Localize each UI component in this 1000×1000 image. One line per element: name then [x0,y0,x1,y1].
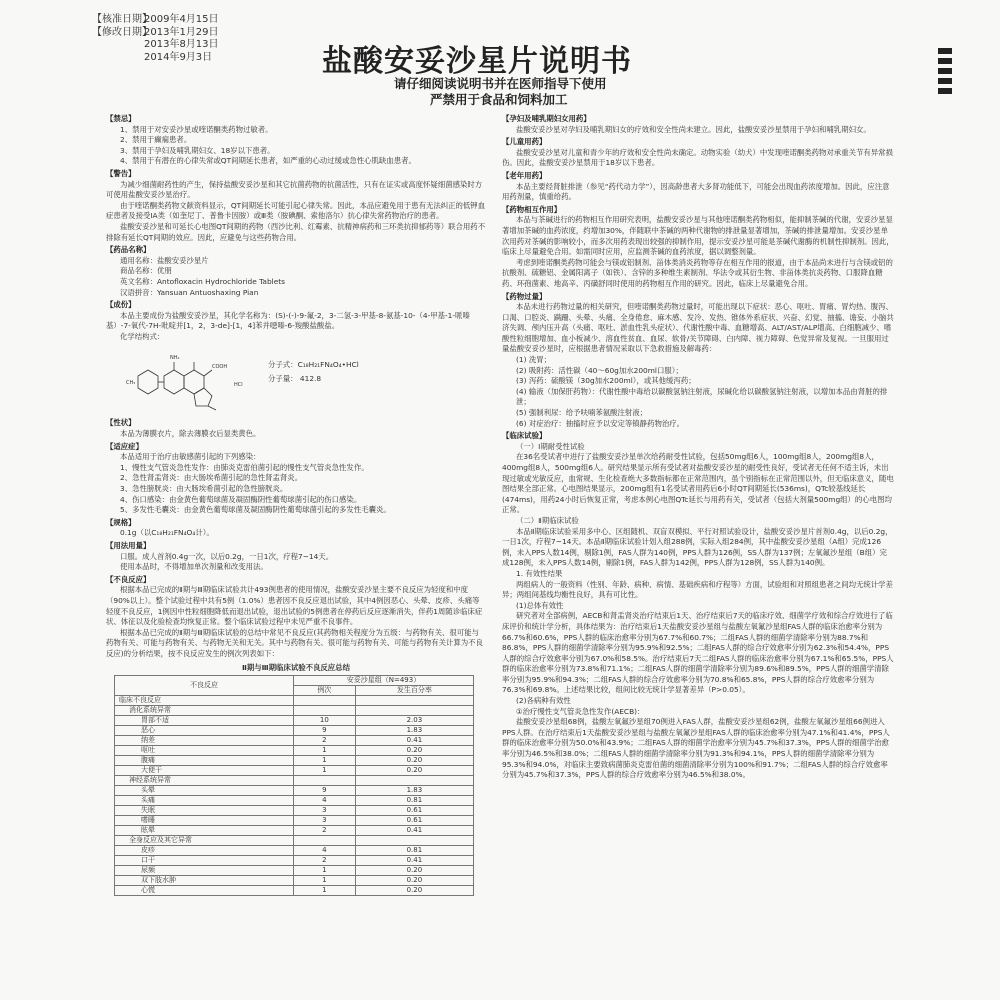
case-count-cell: 4 [293,846,355,856]
reaction-name-cell: 尿频 [115,866,294,876]
table-title: Ⅱ期与Ⅲ期临床试验不良反应总结 [242,662,350,672]
paragraph: 本品与茶碱进行的药物相互作用研究表明，盐酸安妥沙星与其他喹诺酮类药物相似，能抑制茶碱的代谢，安妥沙星显著增加茶碱的血药浓度，约增加30%，伴随联中茶碱的两种代谢物的排泄量显著增加，茶碱的排泄量增加。安妥沙星单次用药对茶碱的影响较小，而多次用药表现出较强的抑制作用，提示安妥沙星可能是茶碱代谢酶的机制性抑制剂。因此，临床上尽量避免合用。如需同时应用，应监测茶碱的血药浓度，据以调整剂量。 [502,215,894,257]
molecular-weight: 分子量： 412.8 [268,374,322,384]
list-item: (4) 输液（加保肝药物）：代谢性酸中毒给以碳酸氢钠注射液，尿碱化给以碳酸氢钠注射液，以增加本品由肾脏的排泄； [516,386,888,407]
reaction-name-cell: 头晕 [115,786,294,796]
cooh-label: COOH [212,364,228,371]
list-item: 3、禁用于孕妇及哺乳期妇女、18岁以下患者。 [120,145,275,155]
section-heading: 【成份】 [106,300,136,310]
case-count-cell: 1 [293,746,355,756]
percentage-cell: 1.83 [355,786,473,796]
percentage-cell [355,706,473,716]
table-header-cell: 发生百分率 [355,686,473,696]
section-heading: 【孕妇及哺乳期妇女用药】 [502,114,591,123]
list-item: 5、多发性毛囊炎：由金黄色葡萄球菌及凝固酶阴性葡萄球菌引起的多发性毛囊炎。 [120,505,391,515]
structure-label: 化学结构式： [120,331,165,341]
case-count-cell: 2 [293,736,355,746]
table-row [115,696,474,706]
subsection-heading: (1)总体有效性 [516,600,564,610]
molecular-formula: 分子式：C₁₈H₂₁FN₄O₄•HCl [268,360,359,370]
paragraph: 盐酸安妥沙星对孕妇及哺乳期妇女的疗效和安全性尚未建立。因此，盐酸安妥沙星禁用于孕妇和哺乳期妇女。 [516,124,871,134]
date-value: 2014年9月3日 [144,51,213,63]
right-column [502,112,894,781]
percentage-cell: 0.81 [355,846,473,856]
table-row [115,856,474,866]
table-row [115,766,474,776]
reaction-name-cell: 失眠 [115,806,294,816]
list-item: (2) 吸附药：活性碳（40～60g加水200ml口服）； [516,365,683,375]
reaction-name-cell: 口干 [115,856,294,866]
section-heading: 【性状】 [106,418,136,428]
paragraph: 由于喹诺酮类药物文献资料显示，QT间期延长可能引起心律失常。因此，本品应避免用于患有无法纠正的低钾血症患者及接受IA类（如奎尼丁、普鲁卡因胺）或Ⅲ类（胺碘酮、索他洛尔）抗心律失常药物治疗的患者。 [106,200,486,221]
reaction-name-cell: 皮疹 [115,846,294,856]
paragraph: 0.1g（以C₁₈H₂₁FN₄O₄计）。 [120,528,214,538]
section-heading: 【老年用药】 [502,170,547,180]
section-heading: 【不良反应】 [106,574,151,584]
case-count-cell: 1 [293,756,355,766]
paragraph: 考虑到喹诺酮类药物可能会与镁或铝制剂、甾体类消炎药物等存在相互作用的报道，由于本品尚未进行与含镁或铝的抗酸剂、硫糖铝、金属阳离子（如铁）、含锌的多种维生素制剂、华法令或其衍生物、非甾体类抗炎药物、口服降血糖药、环孢菌素、地高辛、丙磺舒同时使用的药物相互作用的研究。因此，临床上尽量避免合用。 [502,257,893,288]
nh2-label: NH₂ [170,355,180,362]
percentage-cell: 0.20 [355,886,473,896]
paragraph: 本品为薄膜衣片，除去薄膜衣后显类黄色。 [120,429,261,439]
date-label: 【核准日期】 [92,14,152,25]
table-row [115,756,474,766]
reaction-name-cell: 全身反应及其它异常 [115,836,294,846]
paragraph: 盐酸安妥沙星对儿童和青少年的疗效和安全性尚未确定。动物实验（幼犬）中发现喹诺酮类药物对承重关节有异常损伤。因此，盐酸安妥沙星禁用于18岁以下患者。 [502,147,893,168]
formula-block [268,358,359,386]
section-heading: 【规格】 [106,517,136,527]
percentage-cell [355,696,473,706]
chemical-structure [106,346,486,414]
percentage-cell: 0.20 [355,766,473,776]
case-count-cell [293,706,355,716]
paragraph: 本品Ⅱ期临床试验采用多中心、区组随机、双盲双模拟、平行对照试验设计，盐酸安妥沙星片首剂0.4g，以后0.2g，一日1次，疗程7~14天。本品Ⅱ期临床试验计划入组288例，实际入组284例，其中盐酸安妥沙星组（A组）完成126例，未入PPS人数14例，剔除1例，FAS人群为140例，PPS人群为126例，SS人群为137例；左氧氟沙星组（B组）完成128例，未入PPS人数14例，剔除1例，FAS人群为142例，PPS人群为128例，SS人群为140例。 [502,526,893,568]
table-row [115,736,474,746]
paragraph: 本品未进行药物过量的相关研究，但喹诺酮类药物过量时，可能出现以下症状：恶心、呕吐、胃痛、胃灼热、腹泻、口渴、口腔炎、蹒跚、头晕、头痛、全身倦怠、麻木感、发冷、发热、锥体外系症状、兴奋、幻觉、抽搐、谵妄、小脑共济失调、颅内压升高（头痛、呕吐、淤血性乳头症状）、代谢性酸中毒、血糖增高、ALT/AST/ALP增高、白细胞减少、嗜酸性粒细胞增加、血小板减少、溶血性贫血、血尿、软骨/关节障碍、白内障、视力障碍、色觉异常及复视。一旦服用过量盐酸安妥沙星时，应根据患者情况采取以下急救措施及解毒药： [502,302,894,354]
list-item: 通用名称：盐酸安妥沙星片 [120,255,209,265]
list-item: 汉语拼音：Yansuan Antuoshaxing Pian [120,287,259,297]
table-row [115,866,474,876]
percentage-cell: 0.20 [355,866,473,876]
subsection-heading: ①治疗慢性支气管炎急性发作(AECB)： [516,706,645,716]
list-item: (1) 洗胃； [516,355,551,365]
edge-marker-icon [938,48,952,98]
list-item: (6) 对症治疗：抽搐时应予以安定等镇静药物治疗。 [516,418,685,428]
list-item: 4、伤口感染：由金黄色葡萄球菌及凝固酶阴性葡萄球菌引起的伤口感染。 [120,494,362,504]
table-header-cell: 不良反应 [115,676,294,696]
section-heading: 【警告】 [106,168,136,178]
table-row [115,876,474,886]
reaction-name-cell: 头痛 [115,796,294,806]
table-row [115,836,474,846]
paragraph: 在36名受试者中进行了盐酸安妥沙星单次给药耐受性试验，包括50mg组6人，100mg组8人，200mg组8人，400mg组8人，500mg组6人。研究结果显示所有受试者对盐酸安妥沙星的耐受性良好，受试者无任何不适主诉，未出现过敏或光敏反应，血常规、生化检查绝大多数指标都在正常范围内，虽个别指标在正常范围以外，但无临床意义，随电图结果全部正常。心电图结果显示，200mg组有1名受试者用药后6小时QT间期延长(536ms)，QTc较基线延长(474ms)，用药24小时后恢复正常，考虑本例心电图QTc延长与用药有关，受试者（包括大剂量500mg组）的心电图均正常。 [502,452,894,515]
reaction-name-cell: 消化系统异常 [115,706,294,716]
subsection-heading: （一）Ⅰ期耐受性试验 [516,441,585,451]
section-heading: 【禁忌】 [106,114,136,123]
list-item: 商品名称：优朋 [120,266,172,276]
percentage-cell: 0.41 [355,856,473,866]
list-item: 1、禁用于对安妥沙星或喹诺酮类药物过敏者。 [120,124,273,134]
date-value: 2013年1月29日 [144,26,219,38]
case-count-cell: 1 [293,886,355,896]
date-value: 2009年4月15日 [144,14,219,25]
date-label: 【修改日期】 [92,26,152,38]
case-count-cell [293,776,355,786]
case-count-cell [293,836,355,846]
subsection-heading: （二）Ⅱ期临床试验 [516,515,579,525]
section-heading: 【临床试验】 [502,431,547,441]
reaction-name-cell: 纳差 [115,736,294,746]
page-title: 盐酸安妥沙星片说明书 [322,44,632,79]
paragraph: 研究者对全部病例，AECB和肾盂肾炎治疗结束后1天、治疗结束后7天的临床疗效、细菌学疗效和综合疗效进行了临床评价和统计学分析，具体结果为：治疗结束后1天盐酸安妥沙星组与盐酸左氧氟沙星组FAS人群的临床治愈率分别为66.7%和60.6%，PPS人群的临床治愈率分别为67.7%和60.7%；二组FAS人群的细菌学清除率分别为88.7%和86.8%，PPS人群的细菌学清除率分别为95.9%和92.5%；二组FAS人群的综合疗效愈率分别为62.3%和54.4%，PPS人群的综合疗效愈率分别为67.0%和58.5%。治疗结束后7天二组FAS人群的临床治愈率分别为67.1%和65.5%，PPS人群的临床治愈率分别为73.8%和71.1%；二组FAS人群的细菌学清除率分别为89.6%和89.5%，PPS人群的细菌学清除率分别为95.9%和94.3%；二组FAS人群的综合疗效愈率分别为70.8%和65.8%，PPS人群的综合疗效愈率分别为76.3%和69.8%。上述结果比较，组间比较无统计学显著差异（P>0.05）。 [502,611,894,695]
list-item: 英文名称：Antofloxacin Hydrochloride Tablets [120,276,285,286]
case-count-cell: 1 [293,876,355,886]
reaction-name-cell: 嗜睡 [115,816,294,826]
reaction-name-cell: 临床不良反应 [115,696,294,706]
case-count-cell: 2 [293,856,355,866]
adverse-reaction-table [114,675,474,896]
percentage-cell: 0.61 [355,816,473,826]
list-item: 1、慢性支气管炎急性发作：由肺炎克雷伯菌引起的慢性支气管炎急性发作。 [120,462,369,472]
section-heading: 【药物相互作用】 [502,204,562,214]
subsection-heading: (2)各病种有效性 [516,696,571,706]
reaction-name-cell: 双下肢水肿 [115,876,294,886]
case-count-cell: 9 [293,786,355,796]
ch3-label: CH₃ [126,380,136,387]
percentage-cell: 0.20 [355,876,473,886]
list-item: (5) 强制利尿：给予呋喃苯氨酸注射液； [516,408,648,418]
table-row [115,746,474,756]
case-count-cell: 1 [293,866,355,876]
reaction-name-cell: 大便干 [115,766,294,776]
list-item: (3) 泻药：硫酸镁（30g加水200ml），或其他缓泻药； [516,376,696,386]
date-value: 2013年8月13日 [144,39,219,50]
subsection-heading: 1. 有效性结果 [516,568,563,578]
case-count-cell: 9 [293,726,355,736]
table-row [115,886,474,896]
table-row [115,786,474,796]
section-heading: 【用法用量】 [106,541,151,550]
paragraph: 使用本品时，不得增加单次剂量和改变用法。 [120,562,268,572]
case-count-cell: 1 [293,766,355,776]
paragraph: 盐酸安妥沙星组68例，盐酸左氧氟沙星组70例进入FAS人群，盐酸安妥沙星组62例，盐酸左氧氟沙星组66例进入PPS人群。在治疗结束后1天盐酸安妥沙星组与盐酸左氧氟沙星组FAS人群的临床治愈率分别为47.1%和41.4%，PPS人群的临床治愈率分别为50.0%和43.9%；二组FAS人群的细菌学治愈率分别为45.7%和37.3%，PPS人群的细菌学治愈率分别为46.5%和38.0%；二组FAS人群的细菌学清除率分别为91.3%和94.1%，PPS人群的细菌学清除率分别为95.3%和94.0%，对临床主要致病菌肺炎克雷伯菌的细菌清除率分别为100%和91.7%；二组FAS人群的综合疗效愈率分别为45.7%和37.3%，PPS人群的综合疗效愈率分别为46.5%和38.0%。 [502,717,890,780]
hcl-label: HCl [234,382,243,389]
table-header-cell: 例次 [293,686,355,696]
section-heading: 【药品名称】 [106,245,151,255]
table-row [115,816,474,826]
table-row [115,776,474,786]
reaction-name-cell: 恶心 [115,726,294,736]
paragraph: 根据本品已完成的Ⅱ期与Ⅲ期临床试验的总结中常见不良反应(其药物相关程度分为五级：与药物有关、很可能与药物有关、可能与药物有关、与药物无关和无关。其中与药物有关、很可能与药物有关、可能与药物有关计算为不良反应)的分析结果，按不良反应发生的例次列表如下： [106,627,483,658]
section-heading: 【适应症】 [106,441,143,451]
percentage-cell: 0.20 [355,746,473,756]
reaction-name-cell: 呕吐 [115,746,294,756]
table-row [115,796,474,806]
paragraph: 两组病人的一般资料（性别、年龄、病种、病情、基础疾病和疗程等）方面，试验组和对照组患者之间均无统计学差异；两组间基线均衡性良好，具有可比性。 [502,579,893,600]
structure-diagram-icon [124,346,264,412]
percentage-cell: 1.83 [355,726,473,736]
list-item: 2、禁用于癫痫患者。 [120,135,192,145]
paragraph: 本品适用于治疗由敏感菌引起的下列感染： [120,452,261,462]
case-count-cell: 3 [293,816,355,826]
case-count-cell: 10 [293,716,355,726]
revision-dates [92,14,219,64]
case-count-cell [293,696,355,706]
percentage-cell: 0.81 [355,796,473,806]
paragraph: 本品主要成份为盐酸安妥沙星，其化学名称为：(S)-(-)-9-氟-2，3-二氢-3-甲基-8-氨基-10-（4-甲基-1-哌嗪基）-7-氧代-7H-吡啶并[1，2，3-de]-[1，4]苯并噁嗪-6-羧酸盐酸盐。 [106,310,470,331]
table-row [115,716,474,726]
percentage-cell [355,836,473,846]
list-item: 2、急性肾盂肾炎：由大肠埃希菌引起的急性肾盂肾炎。 [120,473,303,483]
percentage-cell: 2.03 [355,716,473,726]
reaction-name-cell: 胃部不适 [115,716,294,726]
table-row [115,826,474,836]
list-item: 4、禁用于有潜在的心律失常或QT间期延长患者，如严重的心动过缓或急性心肌缺血患者。 [120,156,416,166]
percentage-cell [355,776,473,786]
percentage-cell: 0.41 [355,826,473,836]
table-row [115,726,474,736]
reaction-name-cell: 心慌 [115,886,294,896]
section-heading: 【药物过量】 [502,291,547,301]
percentage-cell: 0.20 [355,756,473,766]
reaction-name-cell: 神经系统异常 [115,776,294,786]
percentage-cell: 0.41 [355,736,473,746]
table-header-cell: 安妥沙星组（N=493） [293,676,473,686]
case-count-cell: 2 [293,826,355,836]
paragraph: 本品主要经肾脏排泄（参见“药代动力学”），因高龄患者大多肾功能低下，可能会出现血药浓度增加。因此，应注意用药剂量，慎重给药。 [502,181,890,202]
table-row [115,846,474,856]
case-count-cell: 3 [293,806,355,816]
left-column [106,112,486,896]
section-heading: 【儿童用药】 [502,137,547,147]
table-row [115,806,474,816]
paragraph: 为减少细菌耐药性的产生，保持盐酸安妥沙星和其它抗菌药物的抗菌活性，只有在证实或高度怀疑细菌感染时方可使用盐酸安妥沙星治疗。 [106,179,483,200]
case-count-cell: 4 [293,796,355,806]
subtitle-instruction: 请仔细阅读说明书并在医师指导下使用 [394,76,607,91]
table-row [115,706,474,716]
percentage-cell: 0.61 [355,806,473,816]
list-item: 3、急性膀胱炎：由大肠埃希菌引起的急性膀胱炎。 [120,484,288,494]
paragraph: 盐酸安妥沙星和可延长心电图QT间期的药物（西沙比利、红霉素、抗精神病药和三环类抗抑郁药等）联合用药不排除有延长QT间期的效应。因此，应避免与这些药物合用。 [106,221,486,242]
paragraph: 口服。成人首剂0.4g一次，以后0.2g，一日1次，疗程7~14天。 [120,551,334,561]
reaction-name-cell: 眩晕 [115,826,294,836]
paragraph: 根据本品已完成的Ⅱ期与Ⅲ期临床试验共计493例患者的使用情况，盐酸安妥沙星主要不良反应为轻度和中度（90%以上）。整个试验过程中共有5例（1.0%）患者因不良反应退出试验，其中4例因恶心、头晕、皮疹、头痛等轻度不良反应，1例因中性粒细胞降低而退出试验，退出试验的5例患者在停药后反应逐渐消失，伴药1周随诊临床症状、体征以及化验检查均恢复正常。整个临床试验过程中未见严重不良事件。 [106,585,483,627]
table-header-row [115,676,474,686]
subtitle-warning: 严禁用于食品和饲料加工 [430,92,568,107]
reaction-name-cell: 腹痛 [115,756,294,766]
